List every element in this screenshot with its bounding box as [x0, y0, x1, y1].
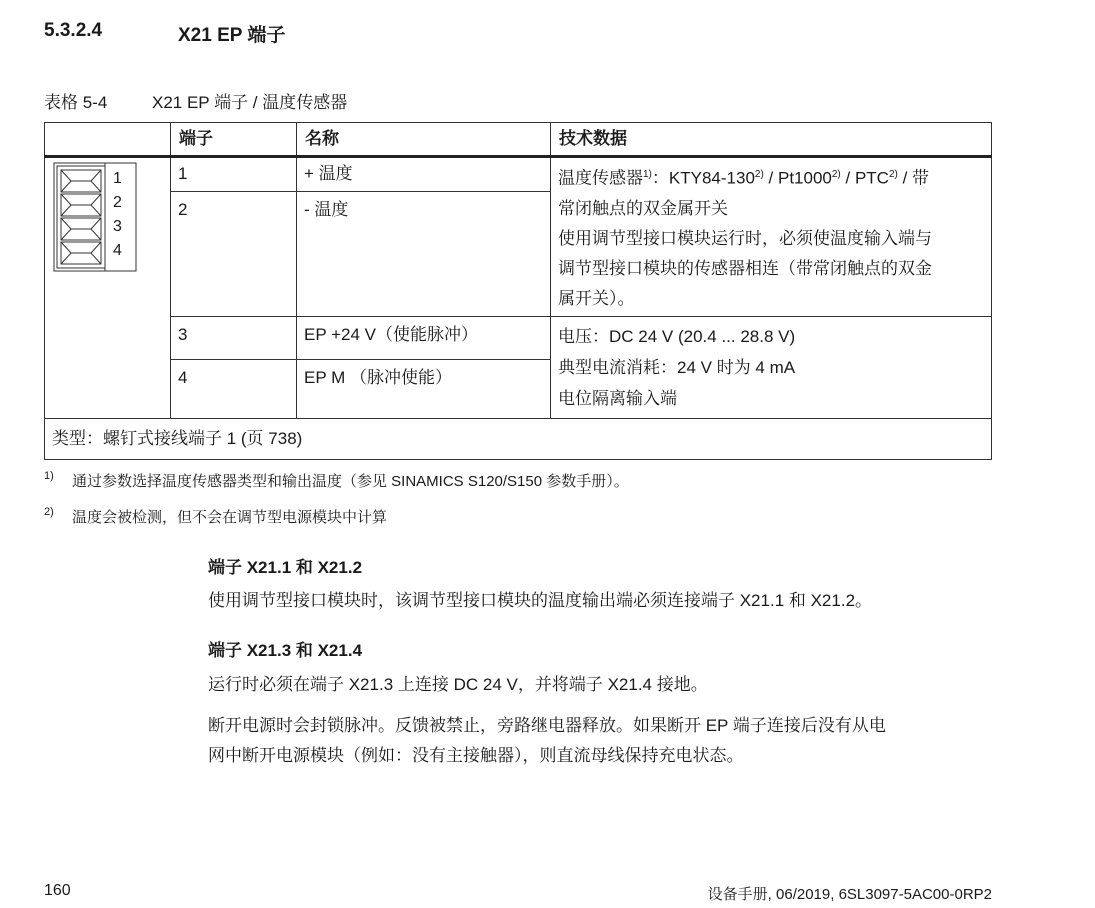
- table-label: 表格 5-4: [44, 93, 108, 112]
- tech-line: 典型电流消耗：24 V 时为 4 mA: [558, 357, 796, 377]
- type-cell: 类型：螺钉式接线端子 1 (页 738): [45, 418, 992, 459]
- tech-line: 电压：DC 24 V (20.4 ... 28.8 V): [558, 326, 796, 346]
- header-name: 名称: [297, 123, 551, 157]
- connector-pin-label: 2: [113, 194, 122, 211]
- footnote-ref: 2): [888, 169, 898, 180]
- name-cell: + 温度: [297, 157, 551, 192]
- paragraph: 断开电源时会封锁脉冲。反馈被禁止，旁路继电器释放。如果断开 EP 端子连接后没有从电: [208, 716, 886, 735]
- paragraph: 运行时必须在端子 X21.3 上连接 DC 24 V，并将端子 X21.4 接地。: [208, 675, 708, 694]
- terminal-cell: 4: [171, 359, 297, 418]
- connector-cell: [45, 157, 171, 419]
- connector-pin-label: 1: [113, 170, 122, 187]
- terminal-cell: 1: [171, 157, 297, 192]
- section-heading: 端子 X21.1 和 X21.2: [208, 558, 363, 577]
- name-cell: EP +24 V（使能脉冲）: [297, 316, 551, 359]
- footnote-ref: 2): [831, 169, 841, 180]
- footnote-ref: 1): [643, 169, 652, 180]
- connector-pin-label: 3: [113, 218, 122, 235]
- tech-line: 常闭触点的双金属开关: [558, 198, 728, 218]
- terminal-cell: 2: [171, 192, 297, 316]
- header-terminal: 端子: [171, 123, 297, 157]
- header-blank: [45, 123, 171, 157]
- name-cell: - 温度: [297, 192, 551, 316]
- footnote-mark: 1): [44, 470, 54, 482]
- tech-line: 使用调节型接口模块运行时，必须使温度输入端与: [558, 228, 932, 248]
- terminal-cell: 3: [171, 316, 297, 359]
- table-row: [45, 316, 992, 359]
- tech-line: 电位隔离输入端: [558, 388, 677, 408]
- table-caption: X21 EP 端子 / 温度传感器: [152, 93, 348, 112]
- section-number: 5.3.2.4: [44, 20, 103, 41]
- footnote-text: 通过参数选择温度传感器类型和输出温度（参见 SINAMICS S120/S150 参数手册）。: [72, 473, 629, 490]
- tech-data-cell: [551, 316, 992, 418]
- name-cell: EP M （脉冲使能）: [297, 359, 551, 418]
- terminal-table: [44, 122, 992, 460]
- paragraph: 使用调节型接口模块时，该调节型接口模块的温度输出端必须连接端子 X21.1 和 X21.2。: [208, 591, 873, 610]
- section-title: X21 EP 端子: [178, 25, 286, 46]
- table-header-row: [45, 123, 992, 157]
- connector-diagram-icon: [53, 162, 133, 277]
- tech-data-cell: [551, 157, 992, 317]
- table-row: [45, 157, 992, 192]
- footnote-text: 温度会被检测，但不会在调节型电源模块中计算: [72, 509, 388, 526]
- section-heading: 端子 X21.3 和 X21.4: [208, 641, 363, 660]
- tech-line: 调节型接口模块的传感器相连（带常闭触点的双金: [558, 258, 932, 278]
- tech-line: 属开关）。: [558, 288, 635, 308]
- tech-line: 温度传感器$^{1)}$：KTY84-130$^{2)}$ / Pt1000$^{2)}$ / PTC$^{2)}$ / 带: [558, 168, 930, 188]
- connector-pin-label: 4: [113, 242, 122, 259]
- paragraph: 网中断开电源模块（例如：没有主接触器），则直流母线保持充电状态。: [208, 746, 744, 765]
- footnote-mark: 2): [44, 506, 54, 518]
- header-tech-data: 技术数据: [551, 123, 992, 157]
- footnote-ref: 2): [754, 169, 764, 180]
- document-reference: 设备手册, 06/2019, 6SL3097-5AC00-0RP2: [707, 886, 992, 903]
- table-type-row: [45, 418, 992, 459]
- page-number: 160: [44, 882, 71, 899]
